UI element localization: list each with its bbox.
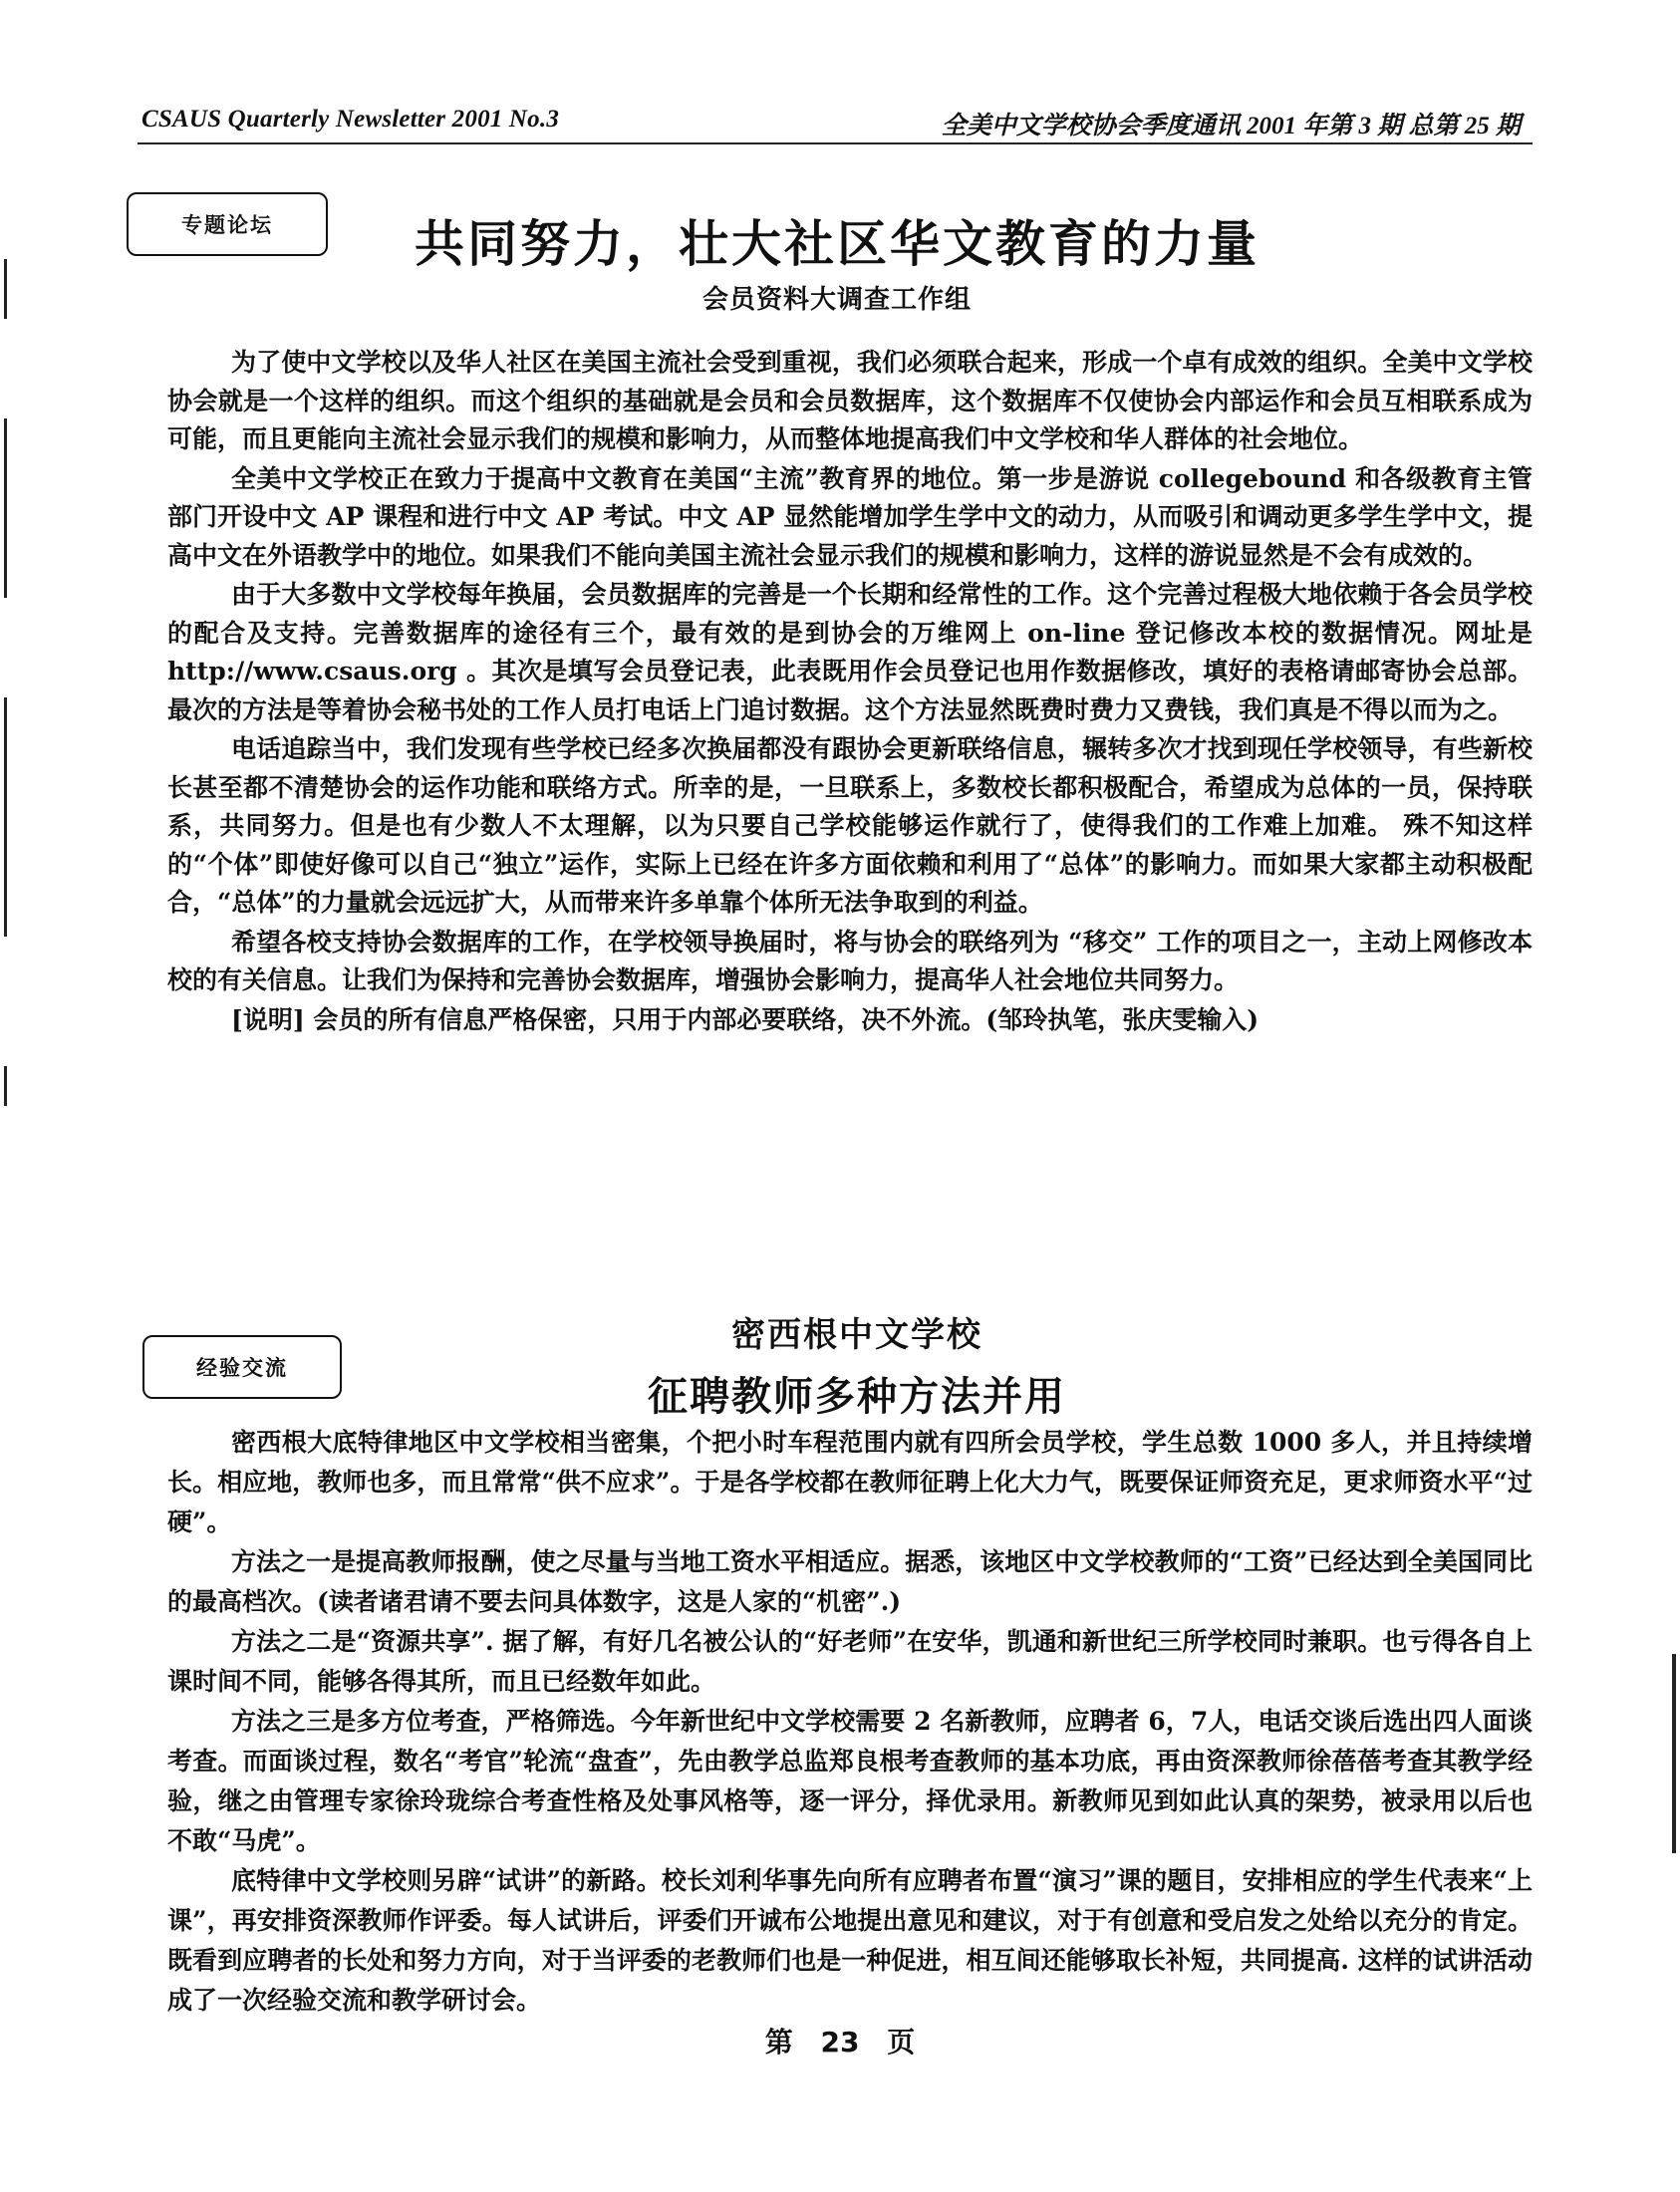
article2-paragraph: 方法之二是“资源共享”. 据了解，有好几名被公认的“好老师”在安华，凯通和新世纪三所学校同时兼职。也亏得各自上课时间不同，能够各得其所，而且已经数年如此。 xyxy=(167,1627,1533,1696)
scan-edge-mark xyxy=(4,259,7,319)
article1-body xyxy=(167,344,1533,1040)
article1-byline: 会员资料大调查工作组 xyxy=(701,285,972,315)
scan-edge-mark xyxy=(4,418,7,598)
article1-paragraph: 电话追踪当中，我们发现有些学校已经多次换届都没有跟协会更新联络信息，辗转多次才找到现任学校领导，有些新校长甚至都不清楚协会的运作功能和联络方式。所幸的是，一旦联系上，多数校长都积极配合，希望成为总体的一员，保持联系，共同努力。但是也有少数人不太理解，以为只要自己学校能够运作就行了，使得我们的工作难上加难。 殊不知这样的“个体”即使好像可以自己“独立”运作，实际上已经在许多方面依赖和利用了“总体”的影响力。而如果大家都主动积极配合，“总体”的力量就会远远扩大，从而带来许多单靠个体所无法争取到的利益。 xyxy=(167,734,1533,917)
article1-paragraph: 全美中文学校正在致力于提高中文教育在美国“主流”教育界的地位。第一步是游说 collegebound 和各级教育主管部门开设中文 AP 课程和进行中文 AP 考试。中文 AP 显然能增加学生学中文的动力，从而吸引和调动更多学生学中文，提高中文在外语教学中的地位。如果我们不能向美国主流社会显示我们的规模和影响力，这样的游说显然是不会有成效的。 xyxy=(167,463,1533,570)
article2-paragraph: 密西根大底特律地区中文学校相当密集，个把小时车程范围内就有四所会员学校，学生总数 1000 多人，并且持续增长。相应地，教师也多，而且常常“供不应求”。于是各学校都在教师征聘上化大力气，既要保证师资充足，更求师资水平“过硬”。 xyxy=(167,1428,1533,1536)
scan-edge-mark xyxy=(4,697,7,937)
article1-paragraph: 由于大多数中文学校每年换届，会员数据库的完善是一个长期和经常性的工作。这个完善过程极大地依赖于各会员学校的配合及支持。完善数据库的途径有三个，最有效的是到协会的万维网上 on-line 登记修改本校的数据情况。网址是 http://www.csaus.org 。其次是填写会员登记表，此表既用作会员登记也用作数据修改，填好的表格请邮寄协会总部。最次的方法是等着协会秘书处的工作人员打电话上门追讨数据。这个方法显然既费时费力又费钱，我们真是不得以而为之。 xyxy=(167,580,1533,724)
article1-note: [说明] 会员的所有信息严格保密，只用于内部必要联络，决不外流。(邹玲执笔，张庆雯输入) xyxy=(231,1004,1260,1034)
article2-paragraph: 底特律中文学校则另辟“试讲”的新路。校长刘利华事先向所有应聘者布置“演习”课的题目，安排相应的学生代表来“上课”，再安排资深教师作评委。每人试讲后，评委们开诚布公地提出意见和建议，对于有创意和受启发之处给以充分的肯定。既看到应聘者的长处和努力方向，对于当评委的老教师们也是一种促进，相互间还能够取长补短，共同提高. 这样的试讲活动成了一次经验交流和教学研讨会。 xyxy=(167,1866,1533,2015)
article2-title-line2: 征聘教师多种方法并用 xyxy=(648,1374,1066,1420)
header-rule xyxy=(138,142,1533,144)
header-english-title: CSAUS Quarterly Newsletter 2001 No.3 xyxy=(141,106,560,133)
scan-edge-mark xyxy=(4,1066,7,1106)
article2-body xyxy=(167,1423,1533,2021)
header-chinese-title: 全美中文学校协会季度通讯 2001 年第 3 期 总第 25 期 xyxy=(941,113,1521,139)
section-tag-forum: 专题论坛 xyxy=(127,192,328,256)
article1-paragraph: 希望各校支持协会数据库的工作，在学校领导换届时，将与协会的联络列为 “移交” 工作的项目之一，主动上网修改本校的有关信息。让我们为保持和完善协会数据库，增强协会影响力，提高华人社会地位共同努力。 xyxy=(167,927,1533,994)
article2-title-line1: 密西根中文学校 xyxy=(731,1315,982,1355)
page-number: 第 23 页 xyxy=(764,2026,916,2058)
article1-paragraph: 为了使中文学校以及华人社区在美国主流社会受到重视，我们必须联合起来，形成一个卓有成效的组织。全美中文学校协会就是一个这样的组织。而这个组织的基础就是会员和会员数据库，这个数据库不仅使协会内部运作和会员互相联系成为可能，而且更能向主流社会显示我们的规模和影响力，从而整体地提高我们中文学校和华人群体的社会地位。 xyxy=(167,348,1533,453)
section-tag-experience: 经验交流 xyxy=(142,1335,342,1399)
article1-title: 共同努力，壮大社区华文教育的力量 xyxy=(415,215,1260,273)
article2-paragraph: 方法之一是提高教师报酬，使之尽量与当地工资水平相适应。据悉，该地区中文学校教师的“工资”已经达到全美国同比的最高档次。(读者诸君请不要去问具体数字，这是人家的“机密”.) xyxy=(167,1547,1533,1616)
scan-edge-mark xyxy=(1672,1654,1676,1853)
article2-paragraph: 方法之三是多方位考查，严格筛选。今年新世纪中文学校需要 2 名新教师，应聘者 6，7人，电话交谈后选出四人面谈考查。而面谈过程，数名“考官”轮流“盘查”，先由教学总监郑良根考查教师的基本功底，再由资深教师徐蓓蓓考查其教学经验，继之由管理专家徐玲珑综合考查性格及处事风格等，逐一评分，择优录用。新教师见到如此认真的架势，被录用以后也不敢“马虎”。 xyxy=(167,1707,1533,1855)
